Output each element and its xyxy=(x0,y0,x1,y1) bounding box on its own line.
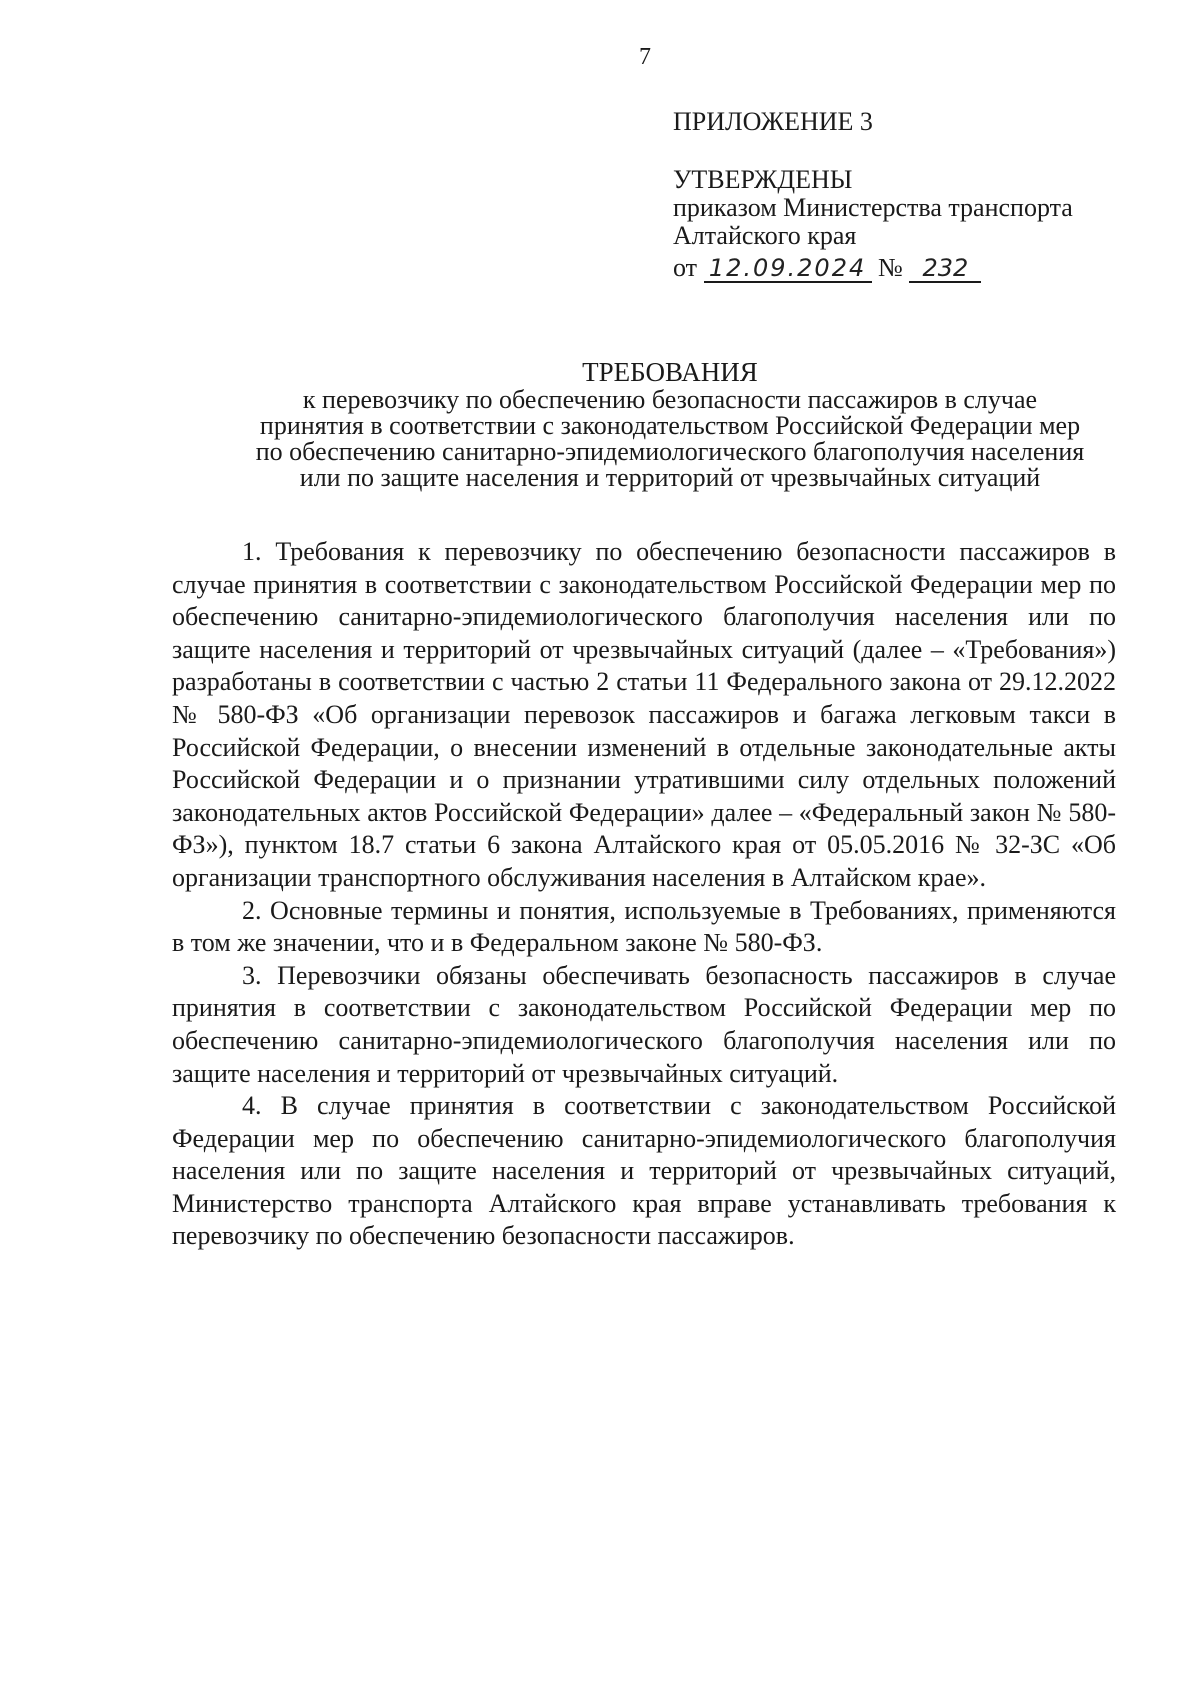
paragraph-4: 4. В случае принятия в соответствии с законодательством Российской Федерации мер по обеспечению санитарно-эпидемиологического благополучия населения или по защите населения и территорий от чрезвычайных ситуаций, Министерство транспорта Алтайского края вправе устанавливать требования к перевозчику по обеспечению безопасности пассажиров. xyxy=(172,1091,1116,1251)
paragraph-2: 2. Основные термины и понятия, используемые в Требованиях, применяются в том же значении, что и в Федеральном законе № 580-ФЗ. xyxy=(172,895,1116,958)
appendix-label: ПРИЛОЖЕНИЕ 3 xyxy=(673,107,873,136)
paragraph-1: 1. Требования к перевозчику по обеспечению безопасности пассажиров в случае принятия в соответствии с законодательством Российской Федерации мер по обеспечению санитарно-эпидемиологического благополучия населения или по защите населения и территорий от чрезвычайных ситуаций (далее – «Требования») разработаны в соответствии с частью 2 статьи 11 Федерального закона от 29.12.2022 № 580-ФЗ «Об организации перевозок пассажиров и багажа легковым такси в Российской Федерации, о внесении изменений в отдельные законодательные акты Российской Федерации и о признании утратившими силу отдельных положений законодательных актов Российской Федерации» далее – «Федеральный закон № 580-ФЗ»), пунктом 18.7 статьи 6 закона Алтайского края от 05.05.2016 № 32-ЗС «Об организации транспортного обслуживания населения в Алтайском крае». xyxy=(172,537,1116,892)
approved-label: УТВЕРЖДЕНЫ xyxy=(673,165,853,194)
handwritten-order-date: 12.09.2024 xyxy=(704,255,872,283)
document-subtitle: к перевозчику по обеспечению безопасности пассажиров в случае принятия в соответствии с законодательством Российской Федерации мер по обеспечению санитарно-эпидемиологического благополучия населения или по защите населения и территорий от чрезвычайных ситуаций xyxy=(255,385,1085,492)
order-issuer-line1: приказом Министерства транспорта xyxy=(673,193,1073,222)
paragraph-3: 3. Перевозчики обязаны обеспечивать безопасность пассажиров в случае принятия в соответствии с законодательством Российской Федерации мер по обеспечению санитарно-эпидемиологического благополучия населения или по защите населения и территорий от чрезвычайных ситуаций. xyxy=(172,960,1116,1088)
document-title-block xyxy=(170,357,1170,491)
order-date-number-line xyxy=(673,254,1073,283)
page-number: 7 xyxy=(639,44,651,70)
number-sign: № xyxy=(878,253,903,282)
document-heading: ТРЕБОВАНИЯ xyxy=(582,357,758,387)
document-body xyxy=(172,536,1116,1253)
date-prefix: от xyxy=(673,253,698,282)
order-issuer-line2: Алтайского края xyxy=(673,221,857,250)
handwritten-order-number: 232 xyxy=(909,255,981,283)
approval-block xyxy=(673,108,1073,283)
